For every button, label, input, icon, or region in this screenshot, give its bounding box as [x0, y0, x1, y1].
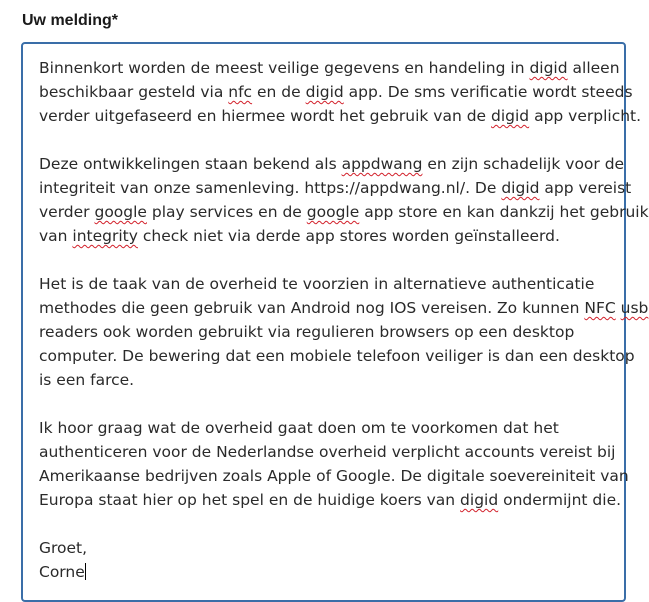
- misspelled-word[interactable]: appdwang: [341, 155, 423, 173]
- text-line: beschikbaar gesteld via nfc en de digid app. De sms verificatie wordt steeds: [39, 83, 633, 101]
- field-label: Uw melding*: [22, 12, 119, 29]
- message-paragraph-3: [39, 272, 649, 392]
- message-paragraph-2: [39, 152, 649, 248]
- text-line: Ik hoor graag wat de overheid gaat doen om te voorkomen dat het: [39, 419, 559, 437]
- text-line: Deze ontwikkelingen staan bekend als appdwang en zijn schadelijk voor de: [39, 155, 625, 173]
- text-caret: [85, 563, 86, 580]
- text-line: verder google play services en de google app store en kan dankzij het gebruik: [39, 203, 649, 221]
- misspelled-word[interactable]: NFC: [584, 299, 616, 317]
- text-line: Amerikaanse bedrijven zoals Apple of Google. De digitale soevereiniteit van: [39, 467, 629, 485]
- text-line: Groet,: [39, 539, 88, 557]
- message-textarea[interactable]: [21, 42, 649, 602]
- message-paragraph-4: [39, 416, 629, 512]
- misspelled-word[interactable]: digid: [501, 179, 540, 197]
- text-line: van integrity check niet via derde app stores worden geïnstalleerd.: [39, 227, 560, 245]
- text-line: integriteit van onze samenleving. https://appdwang.nl/. De digid app vereist: [39, 179, 632, 197]
- text-line: authenticeren voor de Nederlandse overheid verplicht accounts vereist bij: [39, 443, 616, 461]
- text-line: readers ook worden gebruikt via regulieren browsers op een desktop: [39, 323, 575, 341]
- text-line: is een farce.: [39, 371, 135, 389]
- message-paragraph-1: [39, 56, 642, 128]
- misspelled-word[interactable]: google: [306, 203, 360, 221]
- misspelled-word[interactable]: digid: [305, 83, 344, 101]
- text-line: Het is de taak van de overheid te voorzien in alternatieve authenticatie: [39, 275, 595, 293]
- misspelled-word[interactable]: nfc: [228, 83, 253, 101]
- message-paragraph-5: [39, 536, 610, 584]
- text-line: computer. De bewering dat een mobiele telefoon veiliger is dan een desktop: [39, 347, 635, 365]
- misspelled-word[interactable]: integrity: [72, 227, 138, 245]
- misspelled-word[interactable]: digid: [491, 107, 530, 125]
- text-line: verder uitgefaseerd en hiermee wordt het gebruik van de digid app verplicht.: [39, 107, 642, 125]
- misspelled-word[interactable]: usb: [620, 299, 649, 317]
- misspelled-word[interactable]: google: [94, 203, 147, 221]
- text-line: Binnenkort worden de meest veilige gegevens en handeling in digid alleen: [39, 59, 620, 77]
- text-line: Europa staat hier op het spel en de huidige koers van digid ondermijnt die.: [39, 491, 622, 509]
- text-line: Corne: [39, 563, 85, 581]
- misspelled-word[interactable]: digid: [460, 491, 499, 509]
- misspelled-word[interactable]: digid: [529, 59, 568, 77]
- text-line: methodes die geen gebruik van Android nog IOS vereisen. Zo kunnen NFC usb: [39, 299, 649, 317]
